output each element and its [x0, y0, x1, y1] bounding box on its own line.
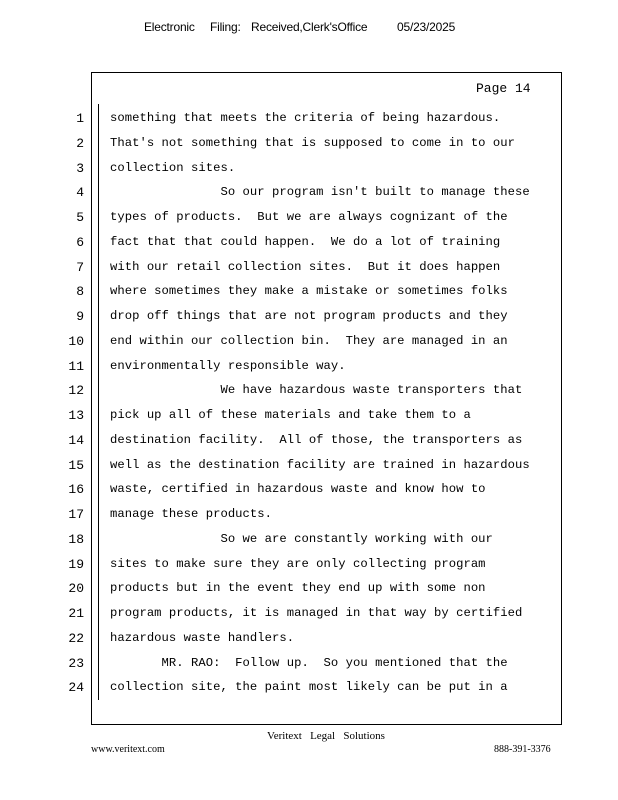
line-number: 13: [68, 408, 84, 423]
line-number: 20: [68, 581, 84, 597]
line-number: 21: [68, 606, 84, 621]
transcript-line: something that meets the criteria of being hazardous.: [110, 111, 501, 125]
line-number: 12: [68, 383, 84, 399]
line-number: 5: [76, 210, 84, 225]
line-number: 18: [68, 531, 84, 547]
line-number: 3: [76, 160, 84, 176]
line-number: 9: [76, 309, 84, 324]
transcript-line: products but in the event they end up with some non: [110, 581, 486, 596]
line-number-divider: [98, 104, 99, 700]
filing-received: Received,Clerk'sOffice: [251, 20, 368, 34]
line-number: 15: [68, 457, 84, 473]
filing-electronic: Electronic: [144, 20, 195, 34]
transcript-line: with our retail collection sites. But it does happen: [110, 259, 501, 274]
line-number: 2: [76, 135, 84, 151]
line-number: 23: [68, 655, 84, 671]
footer-company: Veritext Legal Solutions: [267, 730, 385, 742]
transcript-line: destination facility. All of those, the transporters as: [110, 432, 523, 447]
transcript-line: collection site, the paint most likely can be put in a: [110, 680, 508, 695]
transcript-line: We have hazardous waste transporters that: [110, 383, 523, 398]
line-number: 16: [68, 482, 84, 498]
line-number: 1: [76, 111, 84, 126]
line-number: 6: [76, 234, 84, 250]
transcript-line: MR. RAO: Follow up. So you mentioned that the: [110, 655, 508, 670]
line-number: 14: [68, 432, 84, 448]
transcript-line: hazardous waste handlers.: [110, 630, 295, 645]
line-number-column: [60, 110, 84, 704]
transcript-line: where sometimes they make a mistake or sometimes folks: [110, 284, 508, 299]
transcript-line: So our program isn't built to manage these: [110, 185, 530, 200]
transcript-line: waste, certified in hazardous waste and know how to: [110, 482, 486, 497]
transcript-line: That's not something that is supposed to come in to our: [110, 135, 516, 150]
transcript-line: well as the destination facility are trained in hazardous: [110, 457, 530, 472]
line-number: 11: [68, 358, 84, 374]
filing-label: Filing:: [210, 20, 241, 34]
line-number: 4: [76, 185, 84, 201]
transcript-line: types of products. But we are always cognizant of the: [110, 210, 508, 224]
filing-date: 05/23/2025: [397, 20, 456, 34]
transcript-line: So we are constantly working with our: [110, 531, 493, 546]
transcript-line: pick up all of these materials and take them to a: [110, 408, 471, 422]
transcript-line: manage these products.: [110, 507, 273, 521]
footer-phone: 888-391-3376: [494, 744, 551, 755]
line-number: 17: [68, 507, 84, 522]
line-number: 8: [76, 284, 84, 300]
transcript-line: sites to make sure they are only collecting program: [110, 556, 486, 571]
transcript-line: drop off things that are not program products and they: [110, 309, 508, 323]
footer-website: www.veritext.com: [91, 744, 165, 755]
line-number: 22: [68, 630, 84, 646]
transcript-line: collection sites.: [110, 160, 236, 175]
line-number: 24: [68, 680, 84, 696]
transcript-line: program products, it is managed in that way by certified: [110, 606, 523, 620]
page-number: Page 14: [476, 81, 531, 96]
transcript-line: end within our collection bin. They are managed in an: [110, 333, 508, 348]
transcript-line: environmentally responsible way.: [110, 358, 346, 373]
line-number: 10: [68, 333, 84, 349]
line-number: 7: [76, 259, 84, 275]
transcript-line: fact that that could happen. We do a lot of training: [110, 234, 501, 249]
line-number: 19: [68, 556, 84, 572]
transcript-text: [110, 110, 550, 704]
